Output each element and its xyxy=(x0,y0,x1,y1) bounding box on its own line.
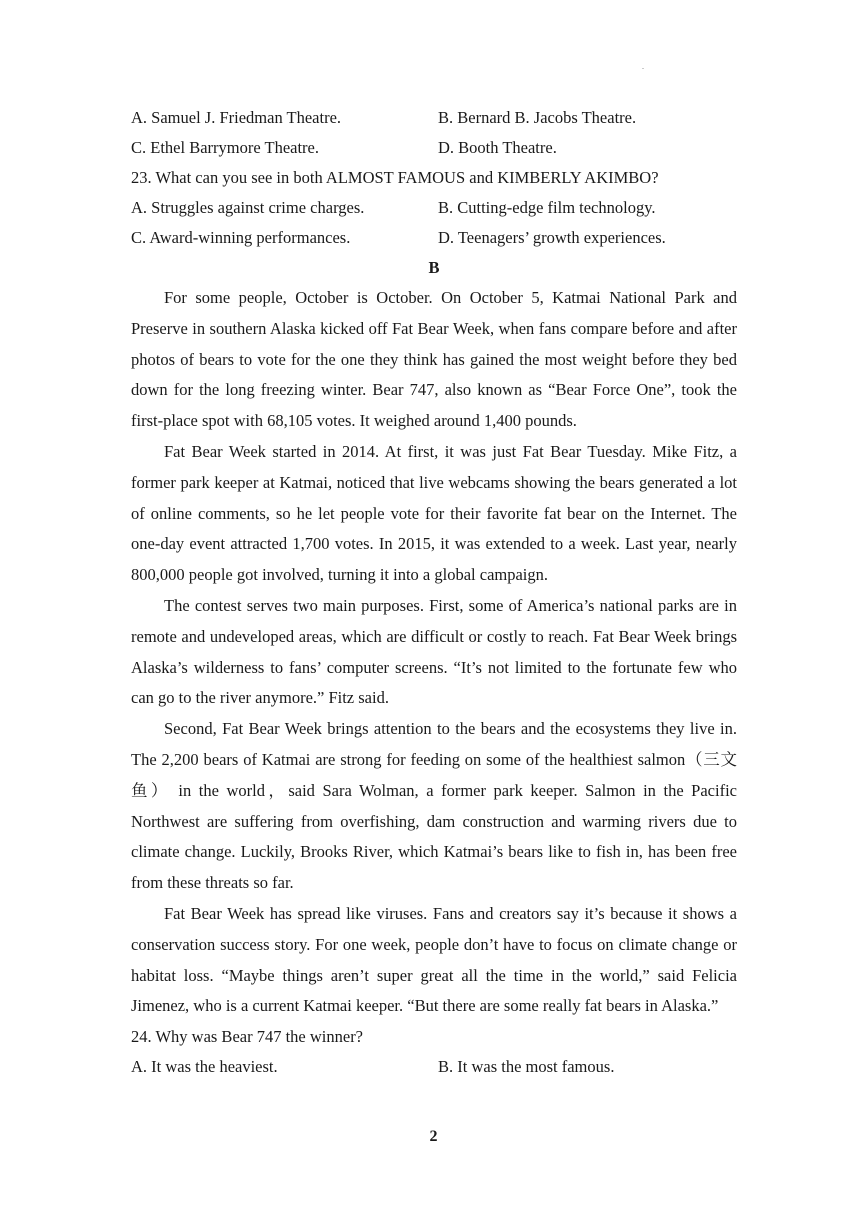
q23-options-row-2 xyxy=(131,223,737,253)
passage-paragraph-3: The contest serves two main purposes. First, some of America’s national parks are in remote and undeveloped areas, which are difficult or costly to reach. Fat Bear Week brings Alaska’s wilderness to fans’ computer screens. “It’s not limited to the fortunate few who can go to the river anymore.” Fitz said. xyxy=(131,595,737,708)
q23-option-a: A. Struggles against crime charges. xyxy=(131,198,365,217)
passage-paragraph-2: Fat Bear Week started in 2014. At first, it was just Fat Bear Tuesday. Mike Fitz, a former park keeper at Katmai, noticed that live webcams showing the bears generated a lot of online comments, so he let people vote for their favorite fat bear on the Internet. The one-day event attracted 1,700 votes. In 2015, it was extended to a week. Last year, nearly 800,000 people got involved, turning it into a global campaign. xyxy=(131,441,737,585)
q24-question: 24. Why was Bear 747 the winner? xyxy=(131,1027,364,1047)
q23-option-b: B. Cutting-edge film technology. xyxy=(438,198,656,217)
passage-paragraph-4: Second, Fat Bear Week brings attention to the bears and the ecosystems they live in. The 2,200 bears of Katmai are strong for feeding on some of the healthiest salmon（三文鱼） in the world，said Sara Wolman, a former park keeper. Salmon in the Pacific Northwest are suffering from overfishing, dam construction and warming rivers due to climate change. Luckily, Brooks River, which Katmai’s bears like to fish in, has been free from these threats so far. xyxy=(131,719,737,893)
q22-option-c: C. Ethel Barrymore Theatre. xyxy=(131,138,320,157)
q23-question: 23. What can you see in both ALMOST FAMOUS and KIMBERLY AKIMBO? xyxy=(131,168,659,187)
q24-options-row-1 xyxy=(131,1052,737,1082)
q22-options-row-2 xyxy=(131,133,737,163)
passage-paragraph-1: For some people, October is October. On October 5, Katmai National Park and Preserve in southern Alaska kicked off Fat Bear Week, when fans compare before and after photos of bears to vote for the one they think has gained the most weight before they bed down for the long freezing winter. Bear 747, also known as “Bear Force One”, took the first-place spot with 68,105 votes. It weighed around 1,400 pounds. xyxy=(131,288,737,431)
q24-option-a: A. It was the heaviest. xyxy=(131,1057,278,1077)
q22-option-a: A. Samuel J. Friedman Theatre. xyxy=(131,108,342,127)
q24-option-b: B. It was the most famous. xyxy=(438,1057,615,1077)
q23-options-row-1 xyxy=(131,193,737,223)
page-number: 2 xyxy=(429,1128,438,1145)
q23-option-d: D. Teenagers’ growth experiences. xyxy=(438,228,666,247)
passage-paragraph-5: Fat Bear Week has spread like viruses. Fans and creators say it’s because it shows a conservation success story. For one week, people don’t have to focus on climate change or habitat loss. “Maybe things aren’t super great all the time in the world,” said Felicia Jimenez, who is a current Katmai keeper. “But there are some really fat bears in Alaska.” xyxy=(131,903,737,1016)
q23-option-c: C. Award-winning performances. xyxy=(131,228,351,247)
q22-option-d: D. Booth Theatre. xyxy=(438,138,557,157)
q22-option-b: B. Bernard B. Jacobs Theatre. xyxy=(438,108,637,127)
page-mark: . xyxy=(642,62,644,71)
section-b-label: B xyxy=(428,258,440,277)
page-content xyxy=(131,103,737,1082)
q22-options-row-1 xyxy=(131,103,737,133)
